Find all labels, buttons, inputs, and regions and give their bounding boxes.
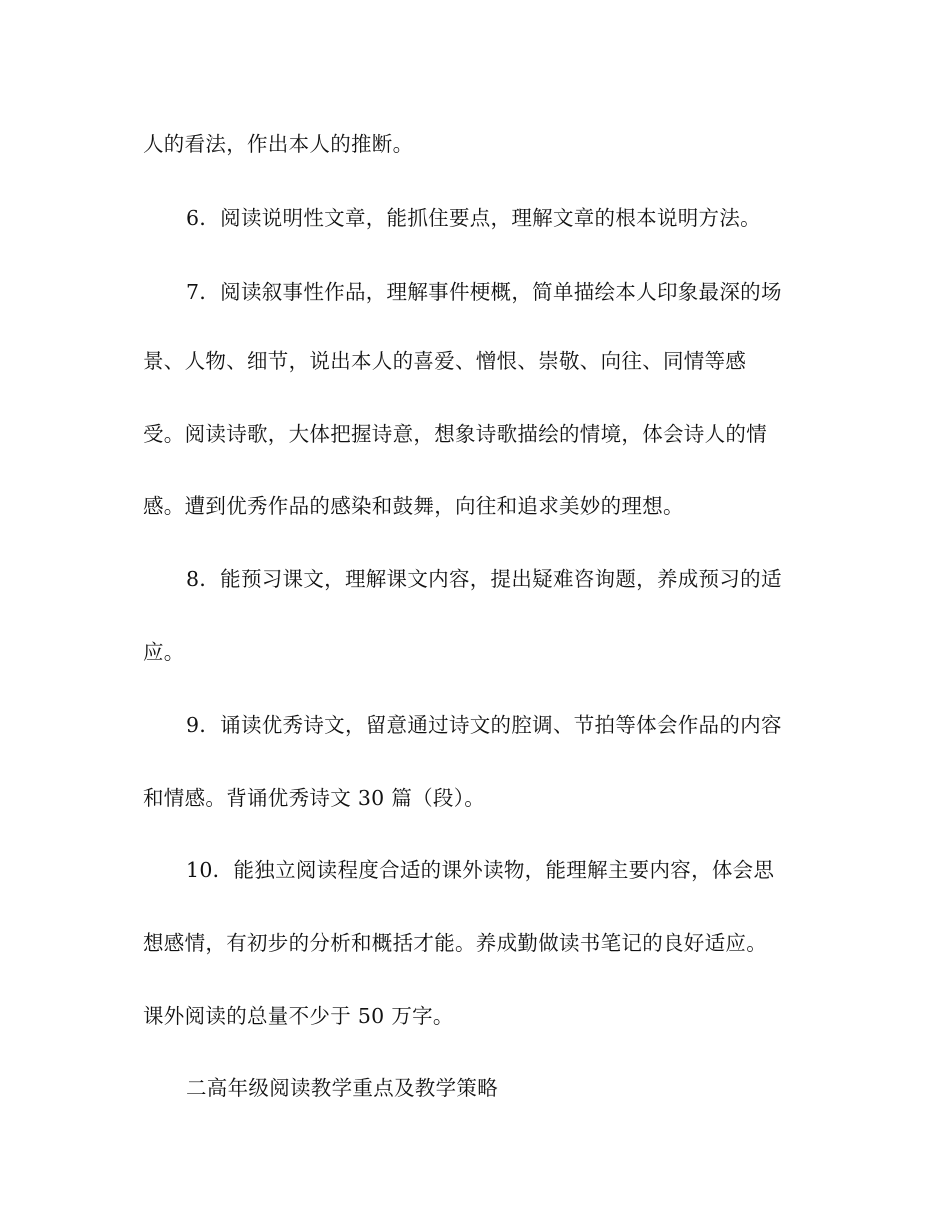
text-line: 人的看法，作出本人的推断。: [143, 132, 414, 156]
text-line: 6．阅读说明性文章，能抓住要点，理解文章的根本说明方法。: [186, 206, 761, 230]
text-line: 感。遭到优秀作品的感染和鼓舞，向往和追求美妙的理想。: [143, 494, 684, 518]
text-line: 9．诵读优秀诗文，留意通过诗文的腔调、节拍等体会作品的内容: [186, 713, 782, 737]
text-line: 受。阅读诗歌，大体把握诗意，想象诗歌描绘的情境，体会诗人的情: [143, 422, 767, 446]
text-line: 想感情，有初步的分析和概括才能。养成勤做读书笔记的良好适应。: [143, 931, 767, 955]
text-line: 8．能预习课文，理解课文内容，提出疑难咨询题，养成预习的适: [186, 567, 782, 591]
text-line: 景、人物、细节，说出本人的喜爱、憎恨、崇敬、向往、同情等感: [143, 349, 747, 373]
text-line: 应。: [143, 640, 185, 664]
text-line: 课外阅读的总量不少于 50 万字。: [143, 1004, 454, 1028]
text-line: 10．能独立阅读程度合适的课外读物，能理解主要内容，体会思: [186, 858, 775, 882]
text-line: 和情感。背诵优秀诗文 30 篇（段）。: [143, 786, 486, 810]
text-line: 7．阅读叙事性作品，理解事件梗概，简单描绘本人印象最深的场: [186, 280, 782, 304]
section-heading: 二高年级阅读教学重点及教学策略: [186, 1076, 498, 1100]
